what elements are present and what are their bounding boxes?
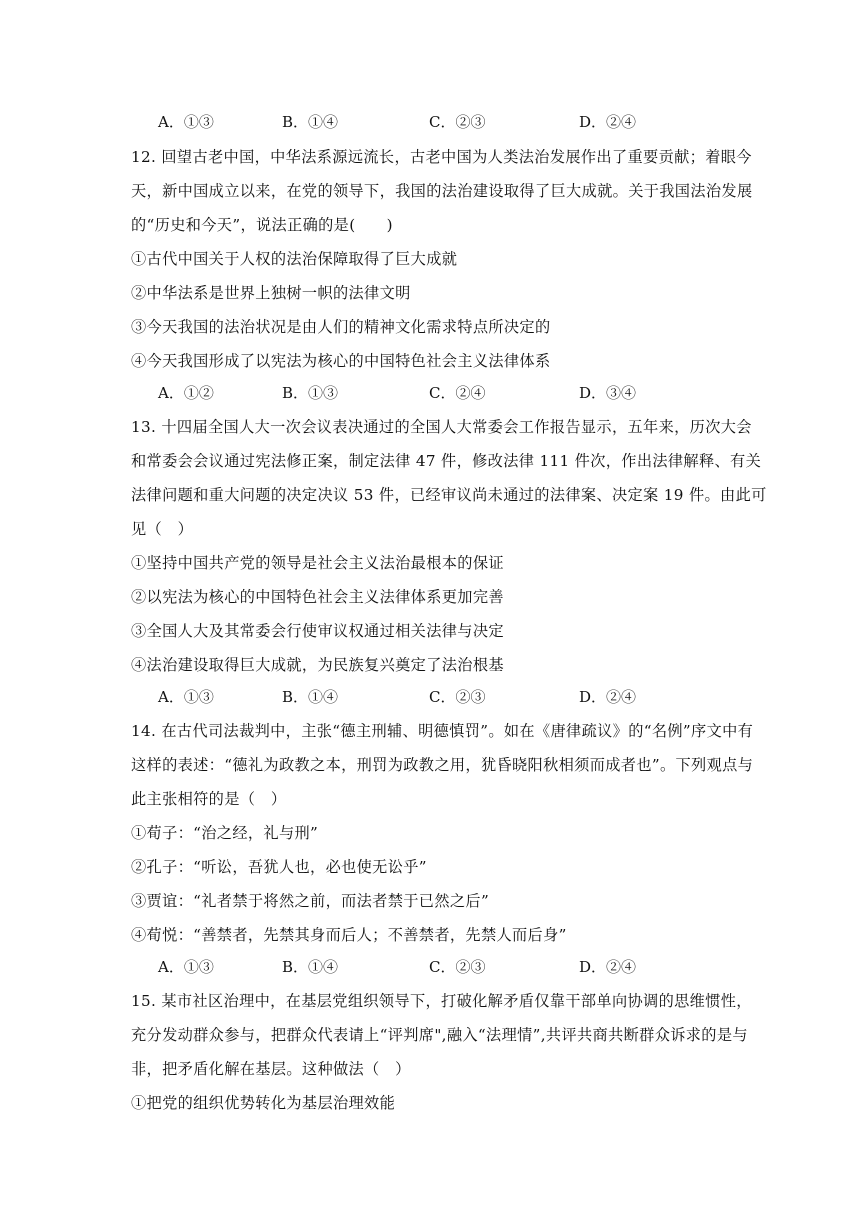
q14-stem-2: 这样的表述：“德礼为政教之本，刑罚为政教之用，犹昏晓阳秋相须而成者也”。下列观点与	[131, 756, 754, 774]
q13-stem-4: 见（ ）	[131, 520, 194, 538]
option-b: B．①④	[282, 958, 339, 976]
option-c: C．②③	[429, 958, 486, 976]
option-a: A．①②	[158, 384, 214, 402]
q15-stem-1: 15. 某市社区治理中，在基层党组织领导下，打破化解矛盾仅靠干部单向协调的思维惯性，	[131, 992, 752, 1010]
q12-item-4: ④今天我国形成了以宪法为核心的中国特色社会主义法律体系	[131, 352, 551, 370]
option-b: B．①④	[282, 113, 339, 131]
option-d: D．③④	[579, 384, 637, 402]
q14-item-2: ②孔子：“听讼，吾犹人也，必也使无讼乎”	[131, 858, 427, 876]
q13-item-4: ④法治建设取得巨大成就，为民族复兴奠定了法治根基	[131, 656, 504, 674]
q13-item-2: ②以宪法为核心的中国特色社会主义法律体系更加完善	[131, 588, 504, 606]
option-a: A．①③	[158, 113, 214, 131]
q13-stem-3: 法律问题和重大问题的决定决议 53 件，已经审议尚未通过的法律案、决定案 19 件。由此可	[131, 486, 767, 504]
q12-item-2: ②中华法系是世界上独树一帜的法律文明	[131, 284, 411, 302]
q12-item-1: ①古代中国关于人权的法治保障取得了巨大成就	[131, 250, 458, 268]
q15-stem-3: 非，把矛盾化解在基层。这种做法（ ）	[131, 1060, 411, 1078]
option-c: C．②③	[429, 113, 486, 131]
q14-stem-1: 14. 在古代司法裁判中，主张“德主刑辅、明德慎罚”。如在《唐律疏议》的“名例”序文中有	[131, 722, 754, 740]
option-b: B．①④	[282, 688, 339, 706]
q12-item-3: ③今天我国的法治状况是由人们的精神文化需求特点所决定的	[131, 318, 551, 336]
q14-item-4: ④荀悦：“善禁者，先禁其身而后人；不善禁者，先禁人而后身”	[131, 926, 567, 944]
q15-stem-2: 充分发动群众参与，把群众代表请上“评判席",融入“法理情”,共评共商共断群众诉求的是与	[131, 1026, 748, 1044]
option-b: B．①③	[282, 384, 339, 402]
option-a: A．①③	[158, 958, 214, 976]
q12-stem-2: 天，新中国成立以来，在党的领导下，我国的法治建设取得了巨大成就。关于我国法治发展	[131, 182, 753, 200]
option-d: D．②④	[579, 958, 637, 976]
q15-item-1: ①把党的组织优势转化为基层治理效能	[131, 1094, 396, 1112]
option-d: D．②④	[579, 113, 637, 131]
option-d: D．②④	[579, 688, 637, 706]
q14-item-3: ③贾谊：“礼者禁于将然之前，而法者禁于已然之后”	[131, 892, 490, 910]
q12-stem-1: 12. 回望古老中国，中华法系源远流长，古老中国为人类法治发展作出了重要贡献；着眼今	[131, 148, 752, 166]
option-c: C．②④	[429, 384, 486, 402]
q13-item-3: ③全国人大及其常委会行使审议权通过相关法律与决定	[131, 622, 504, 640]
q12-stem-3: 的“历史和今天”，说法正确的是( )	[131, 216, 393, 234]
q14-stem-3: 此主张相符的是（ ）	[131, 790, 287, 808]
q13-stem-1: 13. 十四届全国人大一次会议表决通过的全国人大常委会工作报告显示，五年来，历次大会	[131, 418, 752, 436]
q14-item-1: ①荀子：“治之经，礼与刑”	[131, 824, 319, 842]
q13-item-1: ①坚持中国共产党的领导是社会主义法治最根本的保证	[131, 554, 504, 572]
q13-stem-2: 和常委会会议通过宪法修正案，制定法律 47 件，修改法律 111 件次，作出法律解释、有关	[131, 452, 762, 470]
option-c: C．②③	[429, 688, 486, 706]
option-a: A．①③	[158, 688, 214, 706]
